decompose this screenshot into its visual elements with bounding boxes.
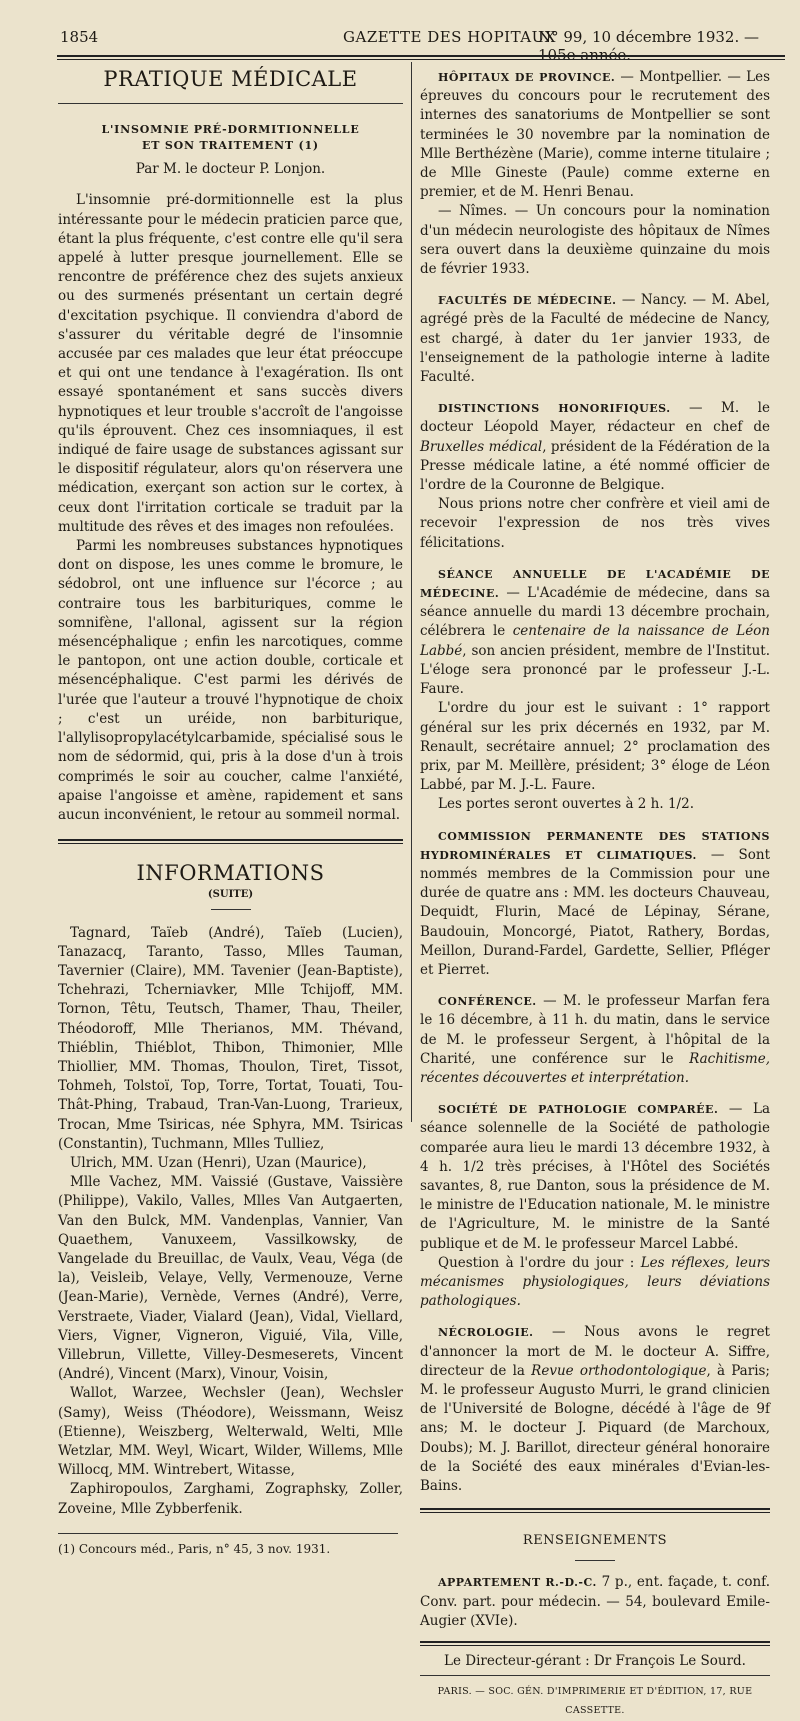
names-paragraph: Ulrich, MM. Uzan (Henri), Uzan (Maurice),	[70, 1154, 367, 1171]
informations-suite: (SUITE)	[207, 889, 254, 901]
news-text: — Nous avons le regret d'annoncer la mort de M. le docteur A. Siffre, directeur de la	[420, 1324, 770, 1379]
news-item-hopitaux	[420, 68, 770, 279]
article-paragraph: L'insomnie pré-dormitionnelle est la plus intéressante pour le médecin praticien parce que, étant la plus fréquente, c'est contre elle qu'il sera appelé à lutter presque journellement. Elle se rencontre de préférence chez des sujets anxieux ou des surmenés présentant un certain degré d'excitation psychique. Il conviendra d'abord de s'assurer du véritable degré de l'insomnie accusée par ces malades que leur état préoccupe et qui ont une tendance à l'exagération. Ils ont essayé spontanément et sans succès divers hypnotiques et leur trouble s'accroît de l'angoisse qu'ils éprouvent. Chez ces insomniaques, il est indiqué de faire usage de substances agissant sur le dispositif régulateur, alors qu'on réservera une médication, exerçant son action sur le cortex, à ceux dont l'irritation corticale se traduit par la multitude des rêves et des images non refoulées.	[58, 192, 403, 535]
news-item-necrologie	[420, 1323, 770, 1496]
news-heading: NÉCROLOGIE.	[438, 1326, 534, 1340]
names-paragraph: Mlle Vachez, MM. Vaissié (Gustave, Vaissière (Philippe), Vakilo, Valles, Mlles Van Autgaerten, Van den Bulck, MM. Vandenplas, Vannier, Van Quaethem, Vanuxeem, Vassilkowsky, de Vangelade du Breuillac, de Vaulx, Veau, Véga (de la), Veisleib, Velaye, Velly, Vermenouze, Verne (Jean-Marie), Vernède, Vernes (André), Verre, Verstraete, Viader, Vialard (Jean), Vidal, Viellard, Viers, Vigner, Vigneron, Viguié, Vila, Ville, Villebrun, Villette, Villey-Desmeserets, Vincent (André), Vincent (Marx), Vinour, Voisin,	[58, 1174, 403, 1383]
page-number: 1854	[60, 28, 99, 46]
footnote-rule	[58, 1533, 398, 1534]
news-text-italic: Revue orthodontologique	[531, 1362, 707, 1379]
news-text: , président de la Fédération de la Presse médicale latine, a été nommé officier de l'ordre de la Couronne de Belgique.	[420, 438, 770, 494]
left-column	[58, 68, 403, 1559]
footnote: (1) Concours méd., Paris, n° 45, 3 nov. 1931.	[58, 1541, 331, 1556]
journal-title: GAZETTE DES HOPITAUX	[343, 28, 556, 46]
short-rule	[575, 1560, 615, 1561]
printer-imprint: PARIS. — SOC. GÉN. D'IMPRIMERIE ET D'ÉDITION, 17, RUE CASSETTE.	[437, 1686, 753, 1717]
news-text: — M. le professeur Marfan fera le 16 décembre, à 11 h. du matin, dans le service de M. le professeur Sergent, à l'hôpital de la Charité, une conférence sur le	[420, 993, 770, 1067]
news-text: — Sont nommés membres de la Commission pour une durée de quatre ans : MM. les docteurs Chauveau, Dequidt, Flurin, Macé de Lépinay, Sérane, Baudouin, Moncorgé, Piatot, Rathery, Bordas, Meillon, Durand-Fardel, Gardette, Sellier, Pfléger et Pierret.	[420, 846, 770, 978]
news-text: — M. le docteur Léopold Mayer, rédacteur en chef de	[420, 400, 770, 436]
section-title: PRATIQUE MÉDICALE	[103, 67, 358, 91]
article-title	[58, 122, 403, 154]
news-text: — Montpellier. — Les épreuves du concours pour le recrutement des internes des sanatoriums de Montpellier se sont terminées le 30 novembre par la nomination de Mlle Berthézène (Marie), comme interne titulaire ; de Mlle Gineste (Paule) comme externe en premier, et de M. Henri Benau.	[420, 69, 770, 201]
news-text: — Nîmes. — Un concours pour la nomination d'un médecin neurologiste des hôpitaux de Nîmes sera ouvert dans la deuxième quinzaine du mois de février 1933.	[420, 203, 770, 278]
news-text: Question à l'ordre du jour :	[438, 1254, 641, 1271]
news-item-societe	[420, 1100, 770, 1311]
news-item-facultes	[420, 291, 770, 387]
news-text: Nous prions notre cher confrère et vieil ami de recevoir l'expression de nos très vives félicitations.	[420, 496, 770, 551]
news-item-conference	[420, 992, 770, 1088]
news-text: — L'Académie de médecine, dans sa séance annuelle du mardi 13 décembre prochain, célébrera le	[420, 585, 770, 640]
section-rule	[58, 103, 403, 104]
right-column	[420, 68, 770, 1721]
news-item-distinctions	[420, 399, 770, 553]
news-heading: CONFÉRENCE.	[438, 995, 537, 1009]
news-heading: HÔPITAUX DE PROVINCE.	[438, 71, 616, 84]
news-text-italic: Rachitisme, récentes découvertes et interprétation.	[420, 1050, 770, 1086]
news-item-academie	[420, 565, 770, 815]
page-header	[60, 28, 785, 64]
news-heading: DISTINCTIONS HONORIFIQUES.	[438, 402, 671, 416]
news-text: L'ordre du jour est le suivant : 1° rapport général sur les prix décernés en 1932, par M. Renault, secrétaire annuel; 2° proclamation des prix, par M. Meillère, président; 3° éloge de Léon Labbé, par M. J.-L. Faure.	[420, 700, 770, 794]
short-rule	[211, 909, 251, 910]
footer-rule	[420, 1641, 770, 1646]
article-title-line-1: L'INSOMNIE PRÉ-DORMITIONNELLE	[101, 123, 360, 137]
news-text: — Nancy. — M. Abel, agrégé près de la Faculté de médecine de Nancy, est chargé, à dater du 1er janvier 1933, de l'enseignement de la pathologie interne à ladite Faculté.	[420, 292, 770, 386]
informations-rule	[58, 839, 403, 844]
names-list	[58, 924, 403, 1519]
issue-info: N° 99, 10 décembre 1932. — 105e année.	[538, 28, 759, 64]
article-paragraph: Parmi les nombreuses substances hypnotiques dont on dispose, les unes comme le bromure, le sédobrol, ont une influence sur l'écorce ; au contraire tous les barbituriques, comme le somnifène, l'allonal, agissent sur la région mésencéphalique ; enfin les narcotiques, comme le pantopon, ont une action double, corticale et mésencéphalique. C'est parmi les dérivés de l'urée que l'auteur a trouvé l'hypnotique de choix ; c'est un uréide, non barbiturique, l'allylisopropylacétylcarbamide, spécialisé sous le nom de sédormid, qui, pris à la dose d'un à trois comprimés le soir au coucher, calme l'anxiété, apaise l'angoisse et amène, rapidement et sans aucun inconvénient, le retour au sommeil normal.	[58, 538, 403, 823]
renseignements-rule	[420, 1508, 770, 1513]
news-text-italic: centenaire de la naissance de Léon Labbé	[420, 623, 770, 659]
byline: Par M. le docteur P. Lonjon.	[135, 161, 326, 178]
renseignements-title: RENSEIGNEMENTS	[522, 1533, 668, 1549]
news-heading: SÉANCE ANNUELLE DE L'ACADÉMIE DE MÉDECINE.	[420, 567, 770, 601]
column-divider	[411, 62, 412, 1122]
news-item-commission	[420, 827, 770, 981]
ad-text: 7 p., ent. façade, t. conf. Conv. part. pour médecin. — 54, boulevard Emile-Augier (XVIe).	[420, 1574, 770, 1629]
ad-heading: APPARTEMENT R.-D.-C.	[438, 1576, 597, 1590]
footer-thin-rule	[420, 1675, 770, 1676]
header-rule	[57, 55, 785, 60]
names-paragraph: Zaphiropoulos, Zarghami, Zographsky, Zoller, Zoveine, Mlle Zybberfenik.	[58, 1481, 403, 1517]
news-text-italic: Les réflexes, leurs mécanismes physiologiques, leurs déviations pathologiques.	[420, 1254, 770, 1310]
news-text: , son ancien président, membre de l'Institut. L'éloge sera prononcé par le professeur J.-L. Faure.	[420, 642, 770, 698]
news-text: Les portes seront ouvertes à 2 h. 1/2.	[438, 796, 694, 813]
article-title-line-2: ET SON TRAITEMENT (1)	[142, 139, 319, 153]
informations-title: INFORMATIONS	[136, 861, 325, 886]
news-text: — La séance solennelle de la Société de pathologie comparée aura lieu le mardi 13 décembre 1932, à 4 h. 1/2 très précises, à l'Hôtel des Sociétés savantes, 8, rue Danton, sous la présidence de M. le ministre de l'Education nationale, M. le ministre de l'Agriculture, M. le ministre de la Santé publique et de M. le professeur Marcel Labbé.	[420, 1101, 770, 1252]
news-heading: FACULTÉS DE MÉDECINE.	[438, 294, 617, 308]
news-heading: COMMISSION PERMANENTE DES STATIONS HYDROMINÉRALES ET CLIMATIQUES.	[420, 829, 770, 862]
news-text: , à Paris; M. le professeur Augusto Murri, le grand clinicien de l'Université de Bologne, décédé à l'âge de 9f ans; M. le docteur J. Piquard (de Marchoux, Doubs); M. J. Barillot, directeur général honoraire de la Société des eaux minérales d'Evian-les-Bains.	[420, 1362, 770, 1495]
names-paragraph: Tagnard, Taïeb (André), Taïeb (Lucien), Tanazacq, Taranto, Tasso, Mlles Tauman, Tavernier (Claire), MM. Tavenier (Jean-Baptiste), Tchehrazi, Tcherniavker, Mlle Tchijoff, MM. Tornon, Têtu, Teutsch, Thamer, Thau, Theiler, Théodoroff, Mlle Therianos, MM. Thévand, Thiéblin, Thiéblot, Thibon, Thimonier, Mlle Thiollier, MM. Thomas, Thoulon, Tiret, Tissot, Tohmeh, Tolstoï, Top, Torre, Tortat, Touati, Tou-Thât-Phing, Trabaud, Tran-Van-Luong, Trarieux, Trocan, Mme Tsiricas, née Sphyra, MM. Tsiricas (Constantin), Tuchmann, Mlles Tulliez,	[58, 924, 403, 1152]
news-text-italic: Bruxelles médical	[420, 438, 543, 455]
director-line: Le Directeur-gérant : Dr François Le Sourd.	[444, 1653, 746, 1670]
names-paragraph: Wallot, Warzee, Wechsler (Jean), Wechsler (Samy), Weiss (Théodore), Weissmann, Weisz (Etienne), Weiszberg, Welterwald, Welti, Mlle Wetzlar, MM. Weyl, Wicart, Wilder, Willems, Mlle Willocq, MM. Wintrebert, Witasse,	[58, 1385, 403, 1479]
news-heading: SOCIÉTÉ DE PATHOLOGIE COMPARÉE.	[438, 1103, 719, 1117]
